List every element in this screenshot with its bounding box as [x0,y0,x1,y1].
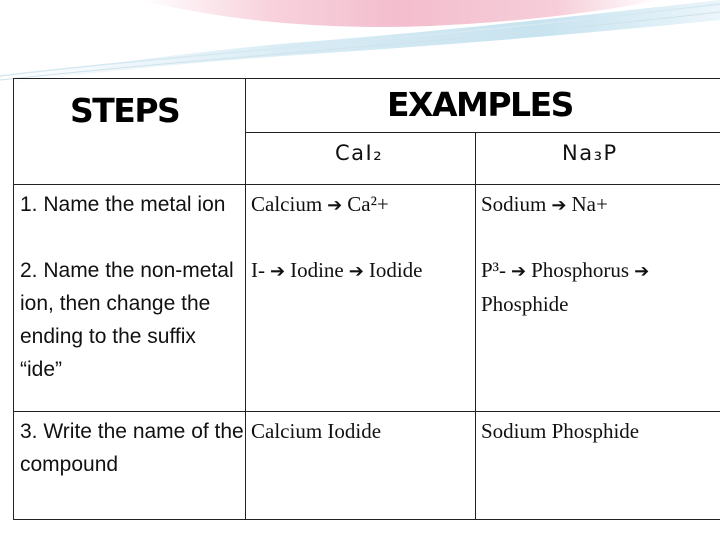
example-2-phosphide: Phosphide [481,292,569,316]
examples-header: EXAMPLES [387,85,573,124]
step-1-text: 1. Name the metal ion [20,193,226,216]
step-2-text: 2. Name the non-metal ion, then change the ending to the suffix “ide” [20,259,234,381]
right-arrow-icon: ➔ [270,261,286,281]
decorative-banner [0,0,720,90]
example-1-calcium-word: Calcium [251,192,323,216]
divider-col-2 [475,132,476,519]
steps-table [13,78,720,520]
example-1-sodium-ion: Na+ [571,192,608,216]
right-arrow-icon: ➔ [348,261,364,281]
example-2-iodine [251,254,473,288]
right-arrow-icon: ➔ [551,195,567,215]
divider-row-1 [14,184,720,185]
example-3-sodium-phosphide: Sodium Phosphide [481,419,640,443]
example-2-phosphorus-element: Phosphorus [531,258,630,282]
example-2-iodine-element: Iodine [290,258,344,282]
divider-header [245,132,720,133]
right-arrow-icon: ➔ [327,195,343,215]
example-2-iodine-ion: I- [251,258,265,282]
example-1-sodium [481,188,608,222]
example-3-calcium-iodide: Calcium Iodide [251,419,382,443]
compound-na3p: Na₃P [562,141,618,165]
example-2-iodide: Iodide [368,258,423,282]
example-2-phosphorus-ion: P³- [481,258,506,282]
right-arrow-icon: ➔ [634,261,650,281]
right-arrow-icon: ➔ [510,261,527,281]
example-2-phosphorus [481,254,717,321]
divider-row-3 [14,411,720,412]
steps-header: STEPS [70,91,180,130]
compound-cai2: CaI₂ [335,141,384,165]
example-1-sodium-word: Sodium [481,192,547,216]
example-1-calcium-ion: Ca²+ [347,192,389,216]
example-1-calcium [251,188,389,222]
step-3-text: 3. Write the name of the compound [20,420,244,476]
